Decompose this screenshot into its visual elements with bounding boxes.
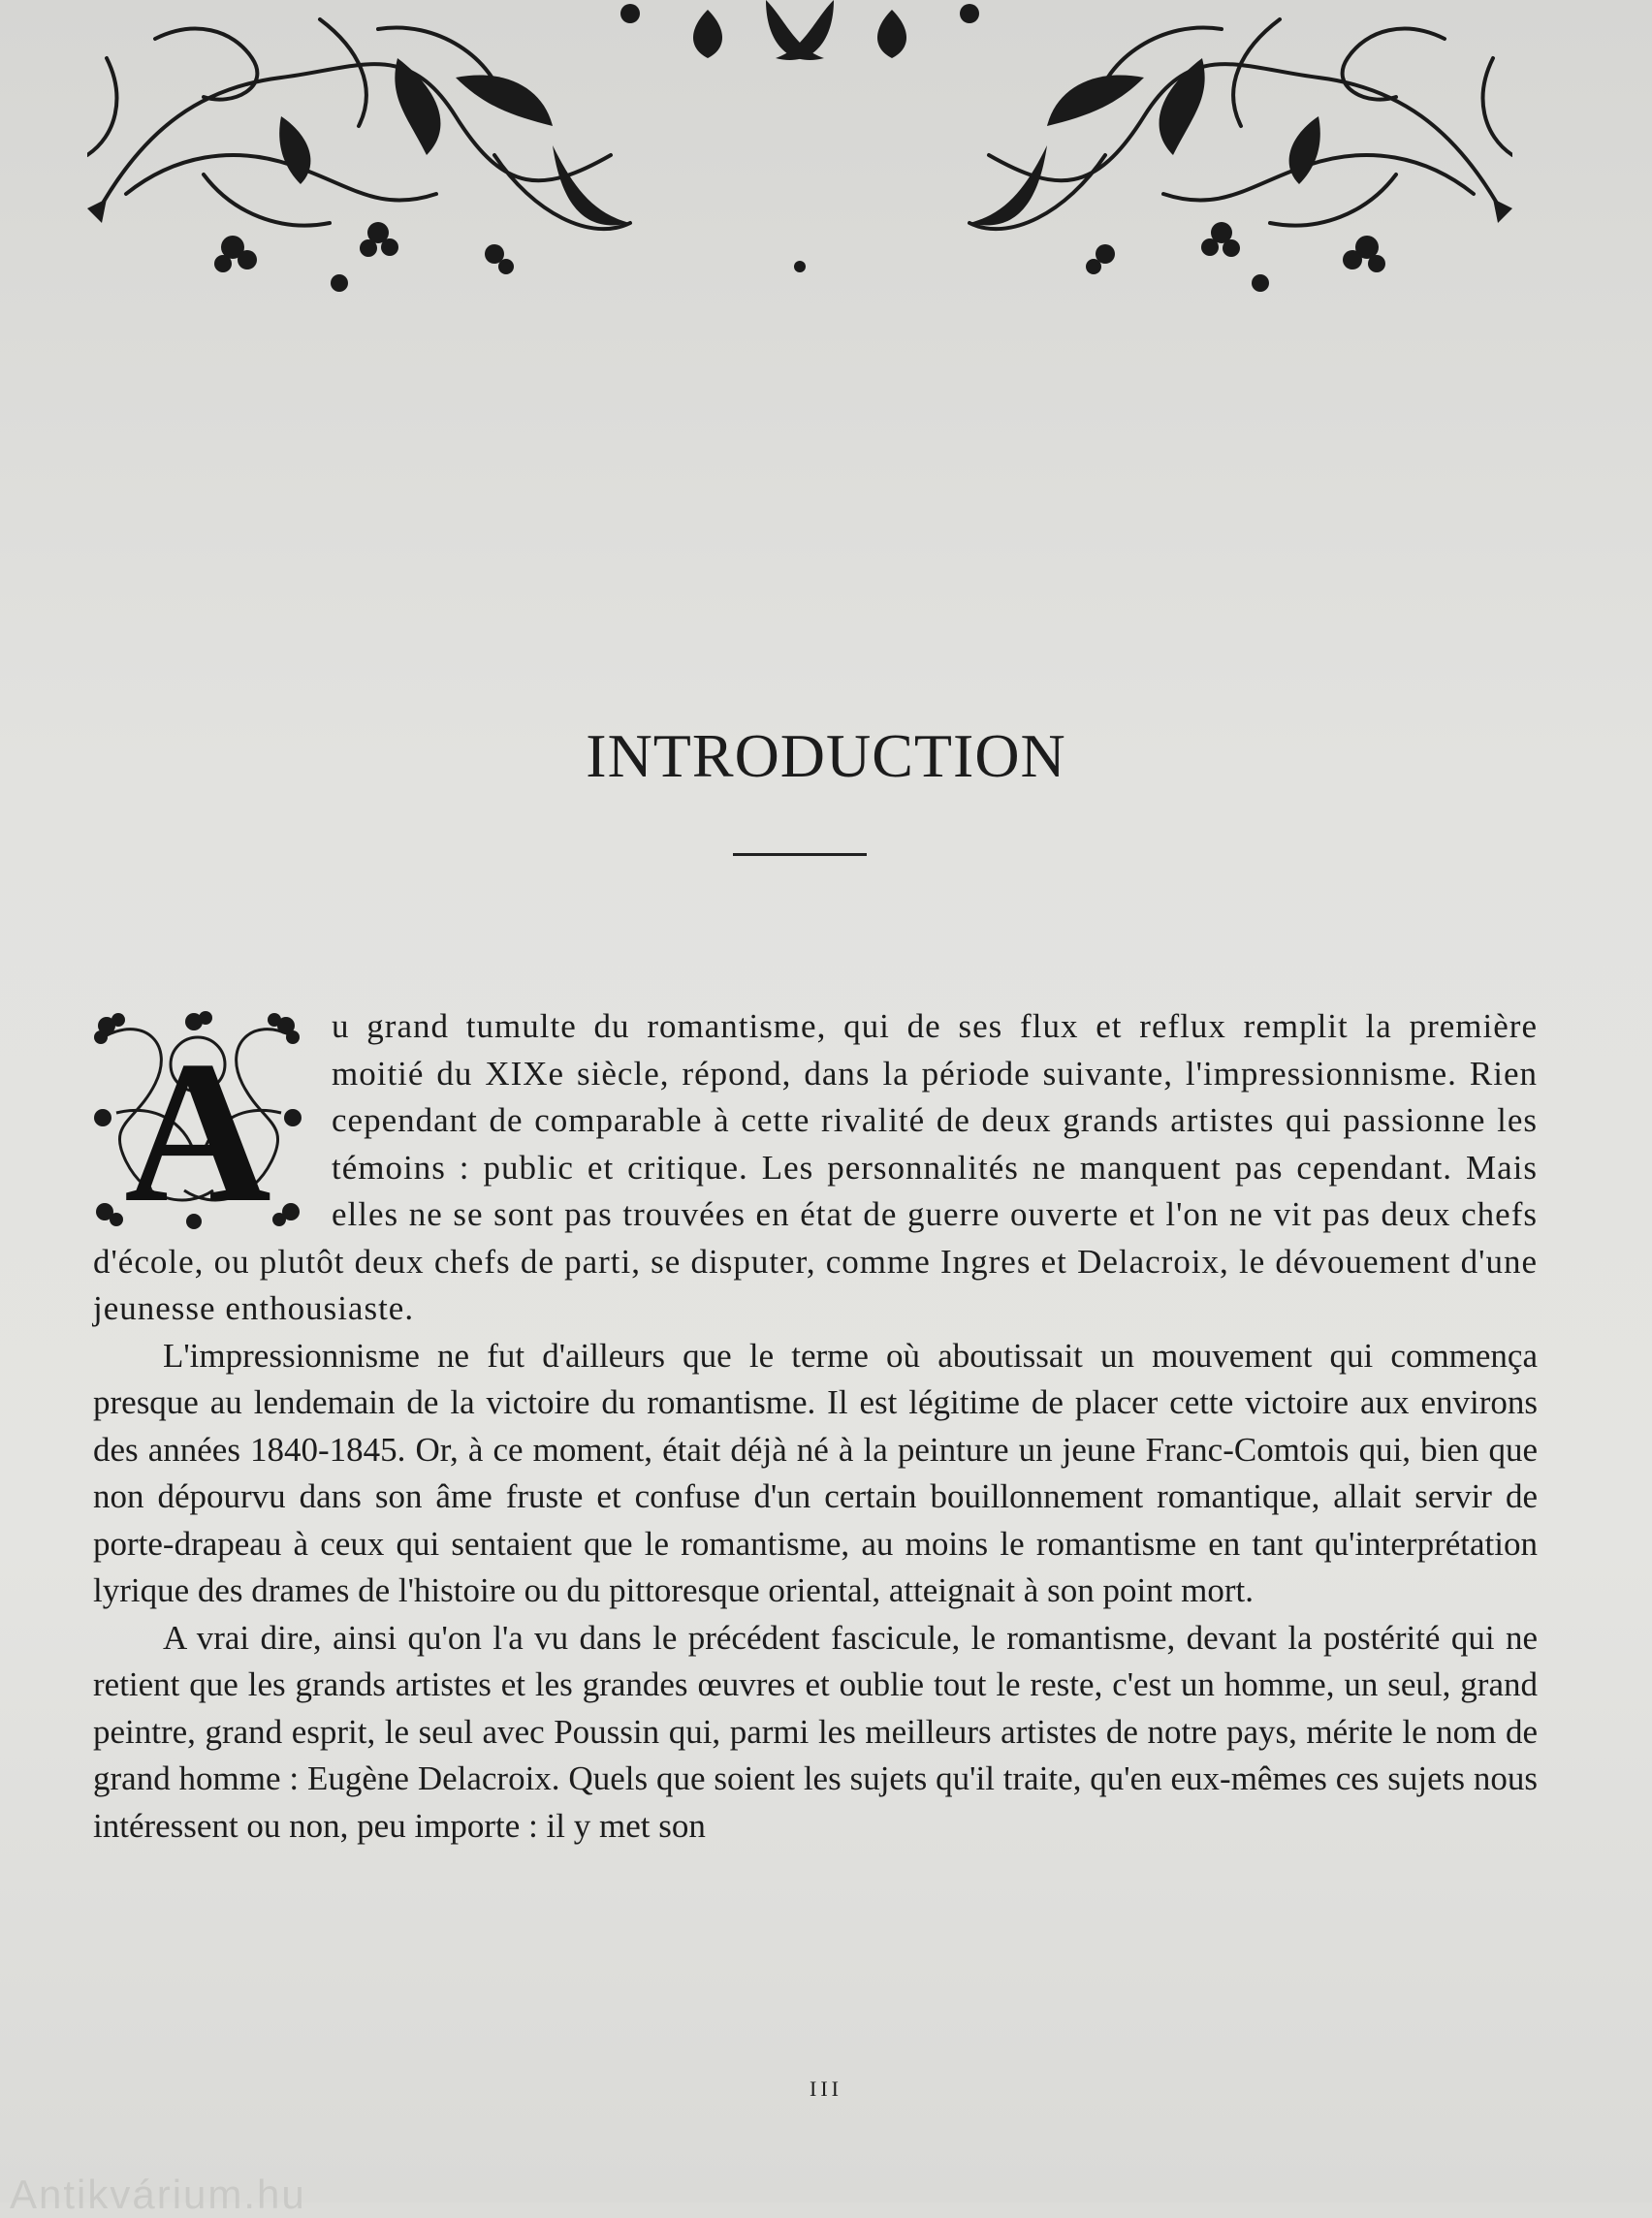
- page-number: III: [810, 2076, 842, 2101]
- body-text: [93, 1003, 1538, 1850]
- paragraph-1-text: u grand tumulte du romantisme, qui de ses flux et reflux remplit la première moitié du XIXe siècle, répond, dans la période suivante, l'impressionnisme. Rien cependant de comparable à cette rivalité de deux grands artistes qui passionne les témoins : public et critique. Les personnalités ne manquent pas cependant. Mais elles ne se sont pas trouvées en état de guerre ouverte et l'on ne vit pas deux chefs d'école, ou plutôt deux chefs de parti, se disputer, comme Ingres et Delacroix, le dévouement d'une jeunesse enthousiaste.: [93, 1007, 1538, 1327]
- paragraph-1: [93, 1003, 1538, 1333]
- title-underline: [733, 853, 867, 856]
- paragraph-3: A vrai dire, ainsi qu'on l'a vu dans le précédent fascicule, le romantisme, devant la postérité qui ne retient que les grands artistes et les grandes œuvres et oublie tout le reste, c'est un homme, un seul, grand peintre, grand esprit, le seul avec Poussin qui, parmi les meilleurs artistes de notre pays, mérite le nom de grand homme : Eugène Delacroix. Quels que soient les sujets qu'il traite, qu'en eux-mêmes ces sujets nous intéressent ou non, peu importe : il y met son: [93, 1618, 1538, 1845]
- paragraph-2: L'impressionnisme ne fut d'ailleurs que le terme où aboutissait un mouvement qui commença presque au lendemain de la victoire du romantisme. Il est légitime de placer cette victoire aux environs des années 1840-1845. Or, à ce moment, était déjà né à la peinture un jeune Franc-Comtois qui, bien que non dépourvu dans son âme fruste et confuse d'un certain bouillonnement romantique, allait servir de porte-drapeau à ceux qui sentaient que le romantisme, au moins le romantisme en tant qu'interprétation lyrique des drames de l'histoire ou du pittoresque oriental, atteignait à son point mort.: [93, 1336, 1538, 1609]
- chapter-title: INTRODUCTION: [586, 720, 1066, 790]
- dropcap-letter: A: [124, 1020, 271, 1231]
- watermark: Antikvárium.hu: [10, 2171, 306, 2217]
- floral-header-ornament: [87, 0, 1512, 301]
